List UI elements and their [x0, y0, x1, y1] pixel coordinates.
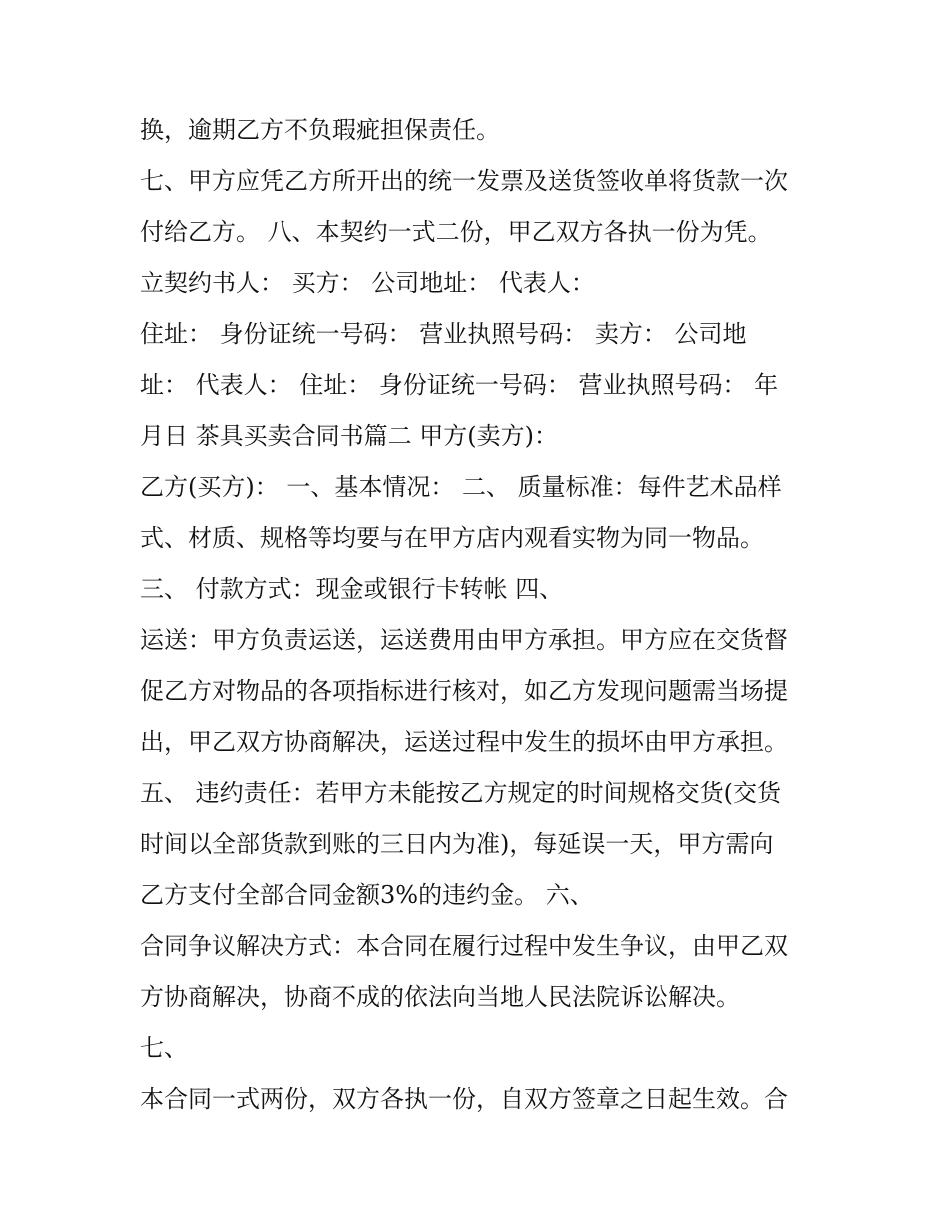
document-body — [140, 110, 830, 1130]
text-line: 方协商解决，协商不成的依法向当地人民法院诉讼解决。 — [140, 983, 740, 1011]
text-line: 乙方支付全部合同金额3%的违约金。 六、 — [140, 881, 594, 909]
text-line: 址： 代表人： 住址： 身份证统一号码： 营业执照号码： 年 — [140, 371, 779, 399]
text-line: 出，甲乙双方协商解决，运送过程中发生的损坏由甲方承担。 — [140, 728, 788, 756]
text-line: 五、 违约责任：若甲方未能按乙方规定的时间规格交货(交货 — [140, 779, 781, 807]
text-line: 本合同一式两份，双方各执一份，自双方签章之日起生效。合 — [140, 1085, 788, 1113]
text-line: 七、甲方应凭乙方所开出的统一发票及送货签收单将货款一次 — [140, 167, 788, 195]
text-line: 时间以全部货款到账的三日内为准)，每延误一天，甲方需向 — [140, 830, 774, 858]
text-line: 三、 付款方式：现金或银行卡转帐 四、 — [140, 575, 564, 603]
text-line: 换，逾期乙方不负瑕疵担保责任。 — [140, 116, 500, 144]
text-line: 住址： 身份证统一号码： 营业执照号码： 卖方： 公司地 — [140, 320, 747, 348]
text-line: 月日 茶具买卖合同书篇二 甲方(卖方)： — [140, 422, 558, 450]
text-line: 式、材质、规格等均要与在甲方店内观看实物为同一物品。 — [140, 524, 764, 552]
text-line: 运送：甲方负责运送，运送费用由甲方承担。甲方应在交货督 — [140, 626, 788, 654]
text-line: 七、 — [140, 1034, 188, 1062]
text-line: 促乙方对物品的各项指标进行核对，如乙方发现问题需当场提 — [140, 677, 788, 705]
text-line: 付给乙方。 八、本契约一式二份，甲乙双方各执一份为凭。 — [140, 218, 772, 246]
text-line: 乙方(买方)： 一、基本情况： 二、 质量标准：每件艺术品样 — [140, 473, 782, 501]
text-line: 立契约书人： 买方： 公司地址： 代表人： — [140, 269, 595, 297]
text-line: 合同争议解决方式：本合同在履行过程中发生争议，由甲乙双 — [140, 932, 788, 960]
